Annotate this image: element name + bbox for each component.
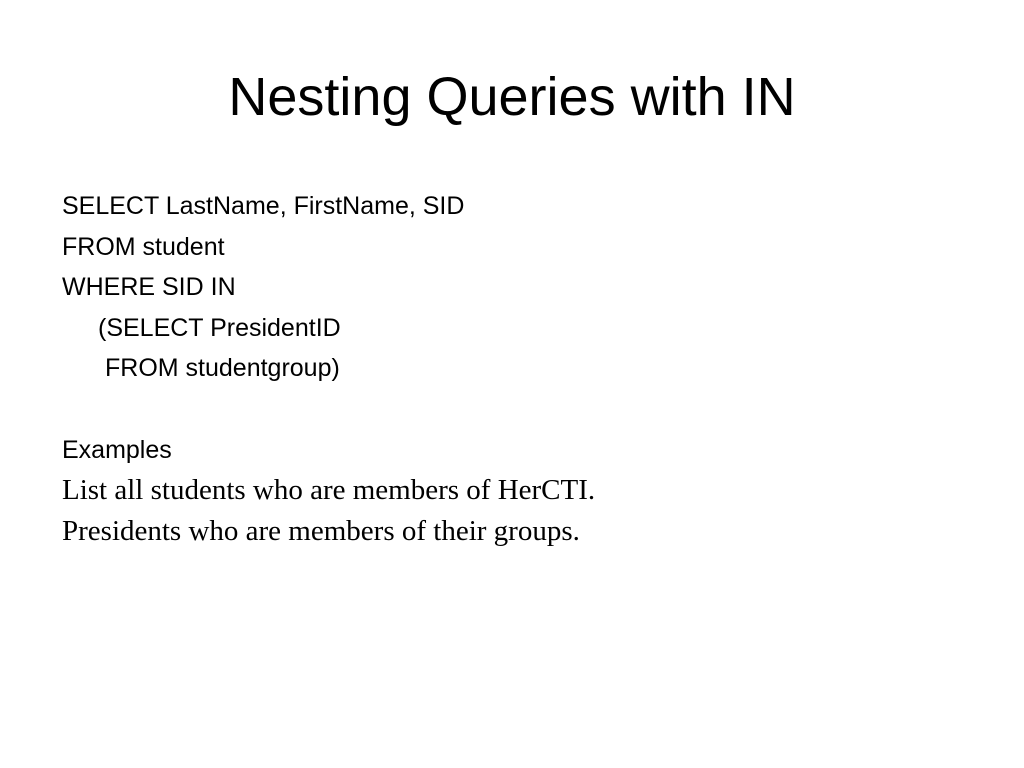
example-line-herc: List all students who are members of HerCTI. — [62, 473, 596, 506]
sql-line-where: WHERE SID IN — [62, 273, 236, 301]
sql-line-from: FROM student — [62, 232, 225, 261]
slide-body — [62, 186, 962, 552]
slide-title: Nesting Queries with IN — [228, 67, 796, 127]
examples-heading: Examples — [62, 435, 172, 464]
example-line-presidents: Presidents who are members of their groups. — [62, 514, 580, 547]
sql-line-subquery-select: (SELECT PresidentID — [98, 313, 341, 342]
sql-line-subquery-from: FROM studentgroup) — [105, 354, 340, 382]
blank-line — [62, 389, 962, 430]
sql-line-select: SELECT LastName, FirstName, SID — [62, 192, 465, 220]
